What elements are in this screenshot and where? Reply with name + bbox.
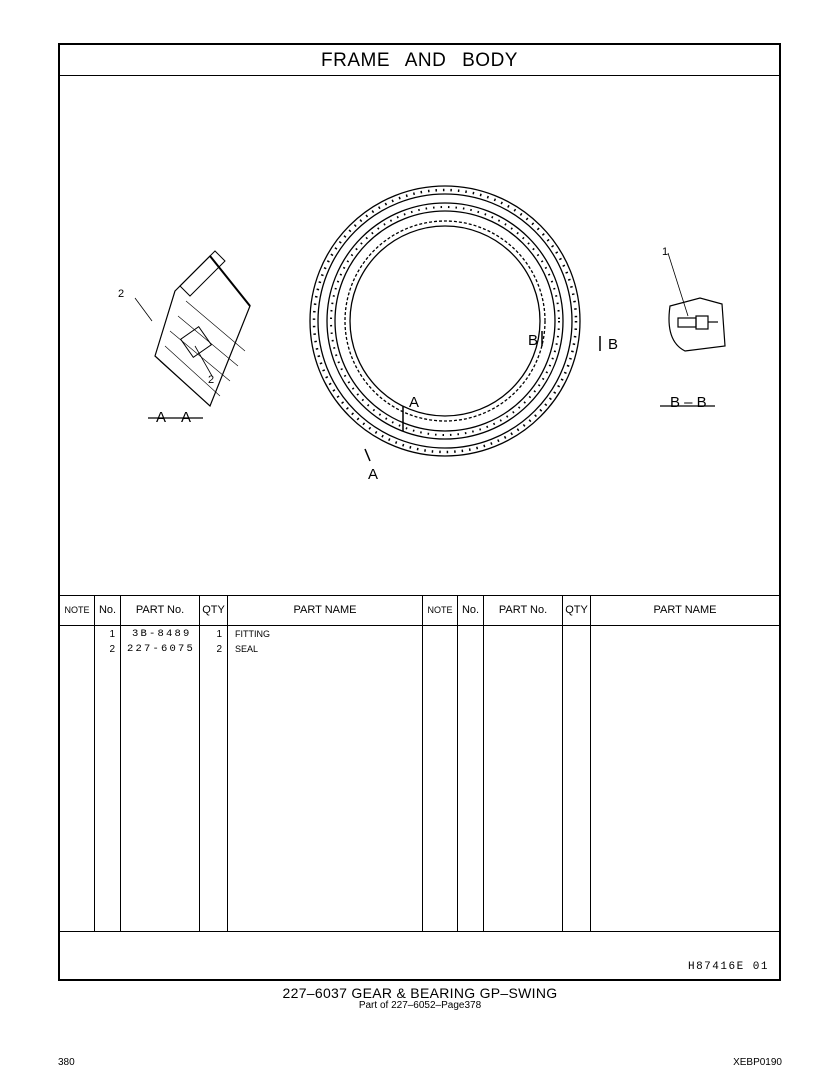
- header-part-no: PART No.: [121, 596, 200, 625]
- header-no-2: No.: [458, 596, 484, 625]
- assembly-caption: 227–6037 GEAR & BEARING GP–SWING: [282, 985, 558, 1001]
- section-a-top: A: [409, 394, 420, 411]
- col-divider: [423, 626, 458, 931]
- table-row: [60, 642, 779, 657]
- header-no: No.: [95, 596, 121, 625]
- callout-2b: 2: [208, 374, 215, 386]
- drawing-svg: [60, 76, 779, 595]
- section-a-bottom: A: [368, 466, 379, 483]
- header-part-name: PART NAME: [228, 596, 423, 625]
- page-title: FRAME AND BODY: [60, 45, 779, 76]
- section-aa-view: [155, 251, 250, 406]
- page-number: 380: [58, 1057, 75, 1068]
- row-part-name: FITTING: [235, 629, 270, 639]
- parts-drawing: [60, 76, 779, 639]
- section-b-left: B: [528, 332, 539, 349]
- drawing-code: H87416E 01: [687, 961, 769, 973]
- document-code: XEBP0190: [733, 1057, 782, 1068]
- row-qty: 2: [216, 644, 222, 655]
- col-divider: [60, 626, 95, 931]
- header-qty-2: QTY: [563, 596, 591, 625]
- row-part-name: SEAL: [235, 644, 259, 654]
- parts-sheet-frame: [58, 43, 781, 981]
- header-note: NOTE: [60, 596, 95, 625]
- col-divider: [563, 626, 591, 931]
- col-divider: [121, 626, 200, 931]
- assembly-reference: Part of 227–6052–Page378: [358, 1000, 482, 1011]
- view-bb-label: B – B: [670, 394, 707, 411]
- row-qty: 1: [216, 629, 222, 640]
- row-no: 2: [109, 644, 115, 655]
- callout-1: 1: [662, 246, 669, 258]
- row-part-no: 3B-8489: [132, 628, 192, 640]
- callout-2a: 2: [118, 288, 125, 300]
- section-b-right: B: [608, 336, 619, 353]
- parts-table-body: [60, 626, 779, 932]
- parts-table-header: [60, 595, 779, 626]
- row-part-no: 227-6075: [127, 643, 196, 655]
- col-divider: [228, 626, 423, 931]
- col-divider: [200, 626, 228, 931]
- col-divider: [458, 626, 484, 931]
- table-row: [60, 627, 779, 642]
- col-divider: [484, 626, 563, 931]
- header-part-no-2: PART No.: [484, 596, 563, 625]
- col-divider: [95, 626, 121, 931]
- view-aa-label: A – A: [156, 409, 192, 426]
- header-qty: QTY: [200, 596, 228, 625]
- header-part-name-2: PART NAME: [653, 604, 717, 616]
- swing-ring-view: [310, 186, 580, 456]
- header-note-2: NOTE: [423, 596, 458, 625]
- row-no: 1: [109, 629, 115, 640]
- section-bb-view: [669, 298, 725, 351]
